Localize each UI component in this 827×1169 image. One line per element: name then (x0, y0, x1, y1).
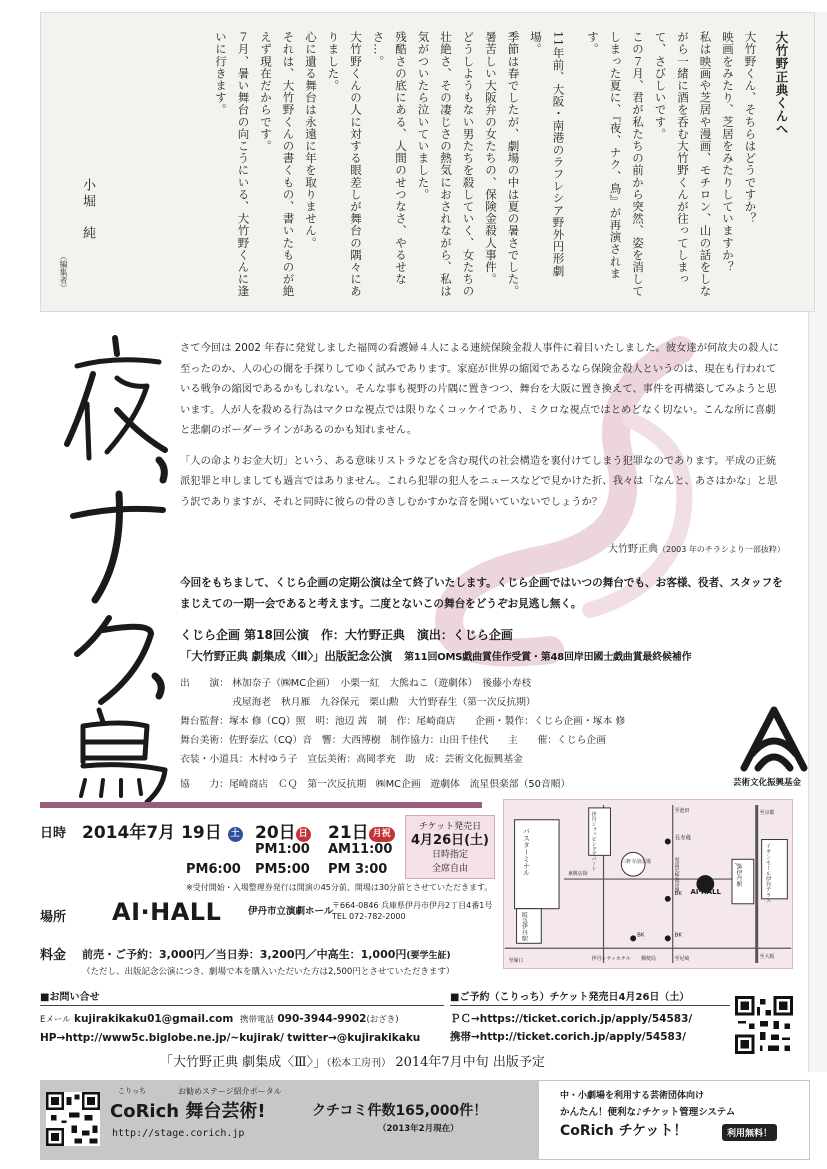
map-mall-label: イオンモール伊丹テラス (764, 843, 771, 904)
cast-label: 出 演： (180, 678, 229, 689)
letter-para: 季節は春でしたが、劇場の中は夏の暑さでした。 (506, 31, 521, 298)
day3-dow-badge: 月祝 (369, 827, 395, 842)
map-venue-label: AI·HALL (690, 887, 721, 896)
cast-row (180, 674, 750, 693)
date-day1 (82, 818, 243, 843)
venue-address (332, 900, 492, 922)
venue-logo: AI·HALL (112, 898, 222, 926)
email-label: Eメール (40, 1015, 71, 1025)
corich-url-link[interactable]: http://stage.corich.jp (112, 1128, 245, 1139)
title-calligraphy-art (55, 318, 180, 818)
map-bk-label: BK (674, 890, 682, 897)
synopsis-paragraph: 「人の命よりお金大切」という、ある意味リストラなどを含む現代の社会構造を裏付けてしまう犯罪なのであります。平成の正統派犯罪と申しましても過言ではありません。これら犯罪の犯人をニュースなどで見かけた折、我々は「なんと、あさはかな」と思う訳でありますが、それと同時に彼らの骨のきしむかすかな音を聞いていないでしょうか？ (180, 454, 778, 508)
letter-para: ７月、暑い舞台の向こうにいる、大竹野くんに逢いに行きます。 (214, 31, 251, 298)
letter-para: 私は映画や芝居や漫画、モチロン、山の話をしながら一緒に酒を呑む大竹野くんが往ってしまって、さびしいです。 (653, 31, 713, 298)
letter-para: 暑苦しい大阪弁の女たちの、保険金殺人事件。 (484, 31, 498, 286)
corich-portal-tagline: お勧めステージ紹介ポータル (178, 1087, 282, 1096)
contact-heading: ■お問い合せ (40, 988, 444, 1006)
credits (180, 674, 750, 794)
cooperation-row: 協 力：尾崎商店 ＣＱ 第一次反抗期 ㈱MC企画 遊劇体 流星倶楽部（50音順） (180, 779, 571, 790)
map-jr-label: JR伊丹駅 (734, 863, 741, 887)
letter-text (210, 31, 793, 299)
ticket-date: 4月26日(土) (410, 833, 490, 848)
publish-date: 2014年7月中旬 出版予定 (395, 1055, 545, 1070)
time-d2-r2: PM5:00 (255, 862, 310, 877)
letter-para: この７月、君が私たちの前から突然、姿を消してしまった夏に、『夜、ナク、鳥』が再演されます。 (586, 31, 645, 298)
ticket-title: チケット発売日 (418, 822, 482, 832)
foundation-name: 芸術文化振興基金 (732, 778, 801, 788)
fee-note: （ただし、出版記念公演につき、劇場で本を購入いただいた方は2,500円とさせていただきます） (82, 967, 455, 977)
fee-price-text: 前売・ご予約：3,000円／当日券：3,200円／中高生：1,000円 (82, 948, 407, 961)
synopsis-paragraph: さて今回は 2002 年春に発覚しました福岡の看護婦４人による連続保険金殺人事件に着目いたしました。彼女達が何故夫の殺人に至ったのか、人の心の闇を手探りしてゆく試みであります。家庭が世界の縮図であるなら保険金殺人というのは、現在も行われている戦争の縮図であるかもしれない。そんな事も視野の片隅に置きつつ、舞台を大阪に置き換えて、事件を再構築してみようと思います。人が人を殺める行為はマクロな視点では限りなくコッケイであり、ミクロな視点ではとめどなく切ない。こんな所に喜劇と悲劇のボーダーラインがあるのかも知れません。 (180, 342, 780, 436)
date-label: 日時 (40, 826, 67, 841)
reservation-heading: ■ご予約（こりっち）チケット発売日4月26日（土） (450, 988, 730, 1006)
venue-label: 場所 (40, 910, 67, 925)
publish-note: 「大竹野正典 劇集成〈Ⅲ〉」（松本工房刊） 2014年7月中旬 出版予定 (160, 1055, 545, 1070)
cast-names: 林加奈子（㈱MC企画） 小栗一紅 大熊ねこ（遊劇体） 後藤小寿枝 (232, 678, 532, 689)
phone-note: (おざき) (366, 1015, 399, 1025)
map-bus-label: バスターミナル (521, 827, 530, 877)
fee-student-note: (要学生証) (406, 951, 451, 961)
date-day2-num: 20日 (255, 823, 296, 843)
twitter-link[interactable]: twitter→@kujirakikaku (287, 1032, 421, 1044)
map-kimenkan-label: 長寿蔵 (674, 835, 691, 842)
map-amagasaki-label: 至尼崎 (674, 956, 690, 963)
synopsis (180, 338, 780, 522)
letter-block (40, 12, 815, 312)
foundation-logo-icon (738, 706, 810, 780)
contact-web-row (40, 1029, 444, 1047)
publish-publisher: （松本工房刊） (326, 1058, 392, 1069)
contact-section (40, 988, 444, 1047)
production-line: くじら企画 第18回公演 作：大竹野正典 演出：くじら企画 (180, 628, 513, 642)
time-d1-r2: PM6:00 (186, 862, 241, 877)
map-osaka-label: 至大阪 (759, 954, 775, 961)
ticket-ad-line: 中・小劇場を利用する芸術団体向け (560, 1091, 705, 1101)
staff-row: 舞台監督：塚本 修（CQ）照 明：池辺 茜 制 作：尾崎商店 企画・製作：くじら企画・塚本 修 (180, 716, 626, 727)
map-bk-label: BK (637, 932, 645, 939)
email-link[interactable]: kujirakikaku01@gmail.com (74, 1013, 234, 1025)
letter-para: 大竹野くん、そちらはどうですか？ (743, 31, 758, 225)
synopsis-credit (608, 540, 785, 555)
venue-address-line: 〒664-0846 兵庫県伊丹市伊丹2丁目4番1号 (332, 901, 493, 910)
date-day1-num: 19日 (181, 823, 222, 843)
final-notice: 今回をもちまして、くじら企画の定期公演は全て終了いたします。くじら企画ではいつの舞台でも、お客様、役者、スタッフをまじえての一期一会であると考えます。二度とないこの舞台をどうぞお見逃し無く。 (180, 577, 783, 610)
letter-para: 心に遺る舞台は永遠に年を取りません。 (304, 31, 318, 249)
map-route-label: 県道尼崎池田線 (673, 857, 680, 892)
map-hankyu-label: 阪急伊丹駅 (520, 911, 527, 942)
venue-tel: TEL 072-782-2000 (332, 912, 406, 921)
synopsis-credit-name: 大竹野正典 (608, 544, 658, 555)
day1-dow-badge: 土 (228, 827, 243, 842)
phone-number[interactable]: 090-3944-9902 (277, 1013, 367, 1025)
section-divider (40, 802, 482, 808)
access-map-drawing (504, 800, 792, 968)
reserve-pc-link[interactable]: ＰＣ→https://ticket.corich.jp/apply/54583/ (450, 1013, 693, 1025)
map-plaza-label: 三軒寺前広場 (621, 859, 651, 866)
award-note: 第11回OMS戯曲賞佳作受賞・第48回岸田國士戯曲賞最終候補作 (404, 652, 692, 663)
letter-para: どうしようもない男たちを殺していく、女たちの壮絶さ、その凄じさの熱気におされながら、私は気がついたら泣いていました。 (416, 31, 476, 298)
letter-signature-note: （編集者） (59, 252, 68, 292)
ticket-ad-line: かんたん！便利な♪チケット管理システム (560, 1107, 736, 1118)
map-hotel-label: 伊丹シティホテル (591, 956, 631, 963)
time-d3-r1: AM11:00 (328, 842, 393, 857)
phone-label: 携帯電話 (239, 1015, 274, 1025)
map-tsukaguchi-label: 至塚口 (508, 958, 524, 965)
staff-row: 舞台美術：佐野泰広（CQ）音 響：大西博樹 制作協力：山田千佳代 主 催：くじら企画 (180, 735, 607, 746)
cast-names: 戎屋海老 秋月雁 九谷保元 栗山勲 大竹野春生（第一次反抗期） (232, 697, 536, 708)
date-year-month: 2014年7月 (82, 823, 176, 843)
letter-signature: 小堀 純 (80, 178, 95, 242)
letter-para: それは、大竹野くんの書くもの、書いたものが絶えず現在だからです。 (259, 31, 296, 298)
cast-row (180, 693, 750, 712)
memorial-title: 「大竹野正典 劇集成〈Ⅲ〉」出版記念公演 (180, 649, 393, 663)
venue-name: 伊丹市立演劇ホール (248, 906, 334, 917)
review-count: クチコミ件数165,000件！ (312, 1103, 488, 1119)
time-d2-r1: PM1:00 (255, 842, 310, 857)
title-calligraphy (55, 318, 180, 818)
letter-heading: 大竹野正典くんへ (774, 31, 789, 136)
day2-dow-badge: 日 (296, 827, 311, 842)
qr-code-icon[interactable] (46, 1092, 100, 1146)
access-map (503, 799, 793, 969)
review-date: （2013年2月現在） (378, 1124, 459, 1134)
date-day3 (328, 818, 395, 843)
map-shoten-label: 東桃店街 (567, 871, 588, 878)
reserve-mobile-link[interactable]: 携帯→http://ticket.corich.jp/apply/54583/ (450, 1031, 686, 1043)
homepage-link[interactable]: HP→http://www5c.biglobe.ne.jp/~kujirak/ (40, 1032, 284, 1044)
fee-label: 料金 (40, 948, 67, 963)
corich-logo[interactable]: CoRich 舞台芸術! (110, 1101, 266, 1122)
contact-email-row (40, 1010, 444, 1029)
qr-code-icon[interactable] (735, 996, 793, 1054)
corich-ticket-logo[interactable]: CoRich チケット！ (560, 1123, 688, 1139)
corich-kana: こりっち (118, 1087, 146, 1095)
staff-row: 衣装・小道具：木村ゆう子 宣伝美術：高岡孝充 助 成：芸術文化振興基金 (180, 754, 523, 765)
ticket-release-box (405, 815, 495, 879)
letter-para: 残酷さの底にある、人間のせつなさ、やるせなさ…。 (371, 31, 408, 286)
map-ikeda-label: 至池田 (674, 807, 690, 814)
reception-note: ※受付開始・入場整理券発行は開演の45分前、開場は30分前とさせていただきます。 (186, 883, 493, 892)
date-day3-num: 21日 (328, 823, 369, 843)
map-bk-label: BK (674, 932, 682, 939)
map-post-label: 郵便局 (641, 956, 656, 963)
synopsis-credit-note: （2003 年のチラシより一部抜粋） (658, 545, 785, 554)
date-day2 (255, 818, 311, 843)
ticket-note: 日時指定 (431, 850, 468, 860)
letter-para: 映画をみたり、芝居をみたりしていますか？ (721, 31, 735, 273)
map-shop-label: 伊丹ショッピングデパート (590, 811, 597, 872)
fee-prices (82, 946, 451, 962)
map-kyoto-label: 至京都 (759, 809, 775, 816)
free-badge: 利用無料！ (722, 1124, 777, 1141)
publish-title: 「大竹野正典 劇集成〈Ⅲ〉 (160, 1055, 314, 1070)
ticket-note: 全席自由 (431, 864, 468, 874)
letter-para: 11年前、大阪・南港のラフレシア野外円形劇場。 (529, 31, 566, 277)
letter-para: 大竹野くんの人に対する眼差しが舞台の隅々にありました。 (326, 31, 363, 298)
time-d3-r2: PM 3:00 (328, 862, 388, 877)
memorial-line (180, 648, 691, 664)
